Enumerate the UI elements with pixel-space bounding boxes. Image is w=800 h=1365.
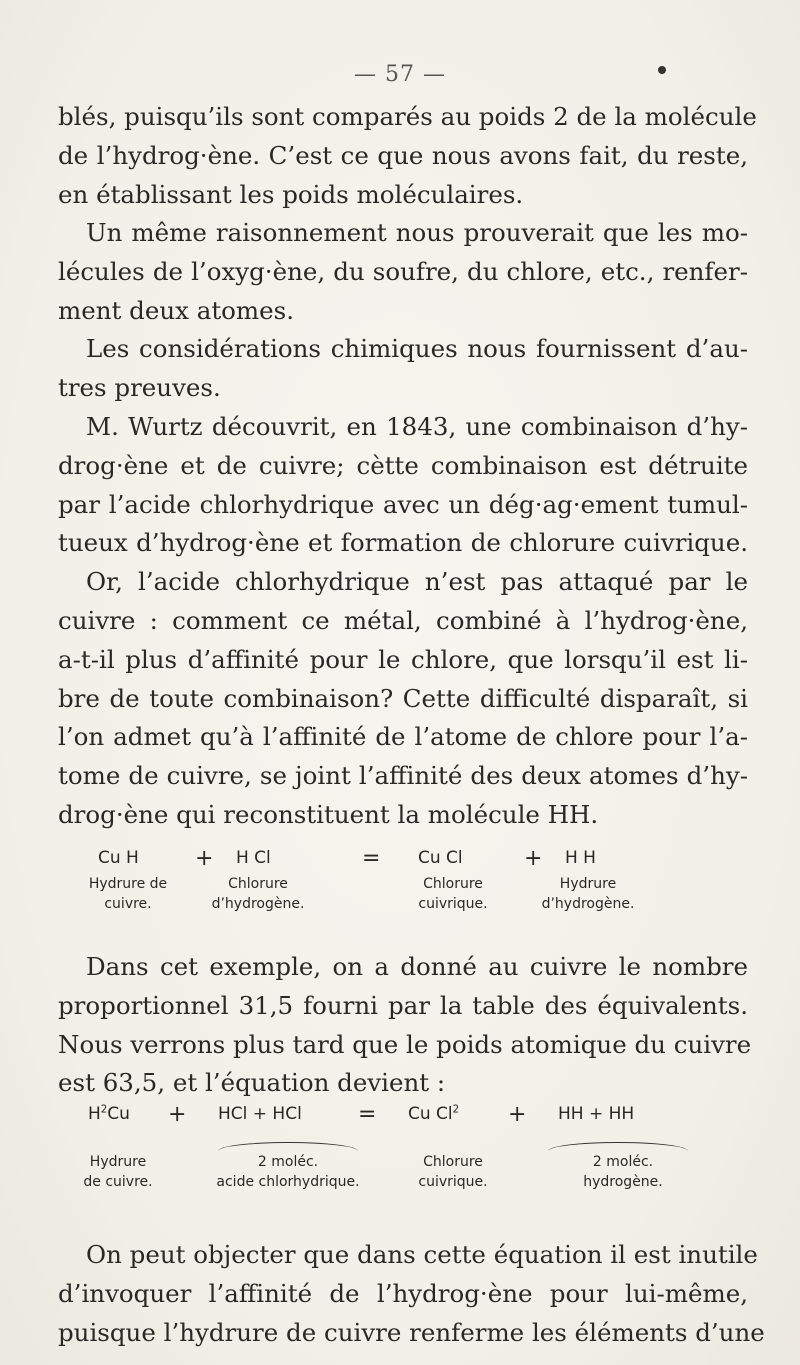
text-line: Un même raisonnement nous prouverait que les mo-: [86, 218, 748, 247]
text-line: d’invoquer l’affinité de l’hydrog·ène pour lui-même,: [58, 1278, 748, 1308]
equation-term: [88, 1104, 130, 1124]
text-line: est 63,5, et l’équation devient :: [58, 1068, 446, 1098]
text-line: en établissant les poids moléculaires.: [58, 179, 524, 209]
equation-label-line: Hydrure: [559, 876, 617, 892]
text-line: drog·ène et de cuivre; cètte combinaison est détruite: [58, 450, 748, 480]
text-line: tres preuves.: [58, 372, 221, 402]
equation-label-line: Chlorure: [423, 876, 483, 892]
equation-label-line: cuivre.: [104, 896, 152, 912]
text-line: M. Wurtz découvrit, en 1843, une combinaison d’hy-: [86, 412, 748, 441]
equation-2: [78, 1102, 738, 1190]
text-line: ment deux atomes.: [58, 295, 295, 325]
equation-1: [78, 846, 738, 912]
text-line: Nous verrons plus tard que le poids atomique du cuivre: [58, 1029, 752, 1059]
plus-sign: +: [195, 846, 214, 871]
plus-sign: +: [524, 846, 543, 871]
equation-label-line: Chlorure: [228, 876, 288, 892]
equation-term: Cu H: [98, 848, 139, 868]
equation-term: Cu Cl: [418, 848, 463, 868]
text-line: de l’hydrog·ène. C’est ce que nous avons fait, du reste,: [58, 140, 748, 170]
text-line: drog·ène qui reconstituent la molécule HH.: [58, 799, 599, 829]
equation-label: [558, 1152, 688, 1192]
equation-label-line: Chlorure: [423, 1154, 483, 1170]
paragraph-4: [58, 408, 748, 835]
equation-label: [68, 1152, 168, 1192]
paragraph-5: [58, 948, 752, 1103]
paragraph-1: [58, 98, 757, 214]
equation-label-line: cuivrique.: [418, 896, 488, 912]
equation-label-line: de cuivre.: [83, 1174, 153, 1190]
equation-term-part: Cu: [107, 1104, 130, 1124]
text-line: Dans cet exemple, on a donné au cuivre le nombre: [86, 952, 748, 981]
equation-term-part: H: [88, 1104, 101, 1124]
text-line: tome de cuivre, se joint l’affinité des deux atomes d’hy-: [58, 761, 748, 791]
equation-label-line: cuivrique.: [418, 1174, 488, 1190]
equation-label-line: Hydrure: [89, 1154, 147, 1170]
equation-label-line: Hydrure de: [88, 876, 168, 892]
text-line: cuivre : comment ce métal, combiné à l’hydrog·ène,: [58, 605, 748, 635]
text-line: Les considérations chimiques nous fournissent d’au-: [86, 334, 748, 363]
text-line: Or, l’acide chlorhydrique n’est pas attaqué par le: [86, 567, 748, 597]
text-line: tueux d’hydrog·ène et formation de chlorure cuivrique.: [58, 528, 748, 558]
equals-sign: =: [358, 1102, 377, 1127]
equation-label: [198, 1152, 378, 1192]
superscript: 2: [452, 1104, 460, 1116]
text-line: l’on admet qu’à l’affinité de l’atome de chlore pour l’a-: [58, 722, 748, 752]
paragraph-6: [58, 1236, 765, 1352]
equation-label-line: 2 moléc.: [592, 1154, 654, 1170]
ink-spot: [658, 66, 666, 74]
equation-label: [523, 874, 653, 914]
text-line: par l’acide chlorhydrique avec un dég·ag·ement tumul-: [58, 489, 748, 519]
equation-label-line: 2 moléc.: [257, 1154, 319, 1170]
equation-label: [398, 874, 508, 914]
equation-term: H Cl: [236, 848, 271, 868]
text-line: bre de toute combinaison? Cette difficulté disparaît, si: [58, 683, 748, 713]
plus-sign: +: [168, 1102, 187, 1127]
equation-term: HCl + HCl: [218, 1104, 302, 1124]
equation-label-line: hydrogène.: [583, 1174, 663, 1190]
superscript: 2: [100, 1104, 108, 1116]
paragraph-2: [58, 214, 748, 330]
equation-term: H H: [565, 848, 596, 868]
text-line: proportionnel 31,5 fourni par la table des équivalents.: [58, 990, 748, 1020]
text-line: lécules de l’oxyg·ène, du soufre, du chlore, etc., renfer-: [58, 256, 748, 286]
equation-term: HH + HH: [558, 1104, 635, 1124]
brace: [218, 1142, 358, 1151]
equation-2-terms: [78, 1104, 738, 1134]
equation-label: [78, 874, 178, 914]
paragraph-3: [58, 330, 748, 408]
text-line: On peut objecter que dans cette équation il est inutile: [86, 1240, 758, 1269]
equation-label-line: d’hydrogène.: [211, 896, 305, 912]
equation-label: [193, 874, 323, 914]
equation-term: [408, 1104, 459, 1124]
plus-sign: +: [508, 1102, 527, 1127]
text-line: puisque l’hydrure de cuivre renferme les éléments d’une: [58, 1317, 765, 1347]
equation-label-line: d’hydrogène.: [541, 896, 635, 912]
equation-term-part: Cu Cl: [408, 1104, 453, 1124]
equals-sign: =: [362, 846, 381, 871]
equation-label: [398, 1152, 508, 1192]
page-number: — 57 —: [354, 62, 446, 87]
equation-label-line: acide chlorhydrique.: [216, 1174, 360, 1190]
brace: [548, 1142, 688, 1151]
text-line: a-t-il plus d’affinité pour le chlore, que lorsqu’il est li-: [58, 644, 748, 674]
text-line: blés, puisqu’ils sont comparés au poids 2 de la molécule: [58, 102, 757, 131]
